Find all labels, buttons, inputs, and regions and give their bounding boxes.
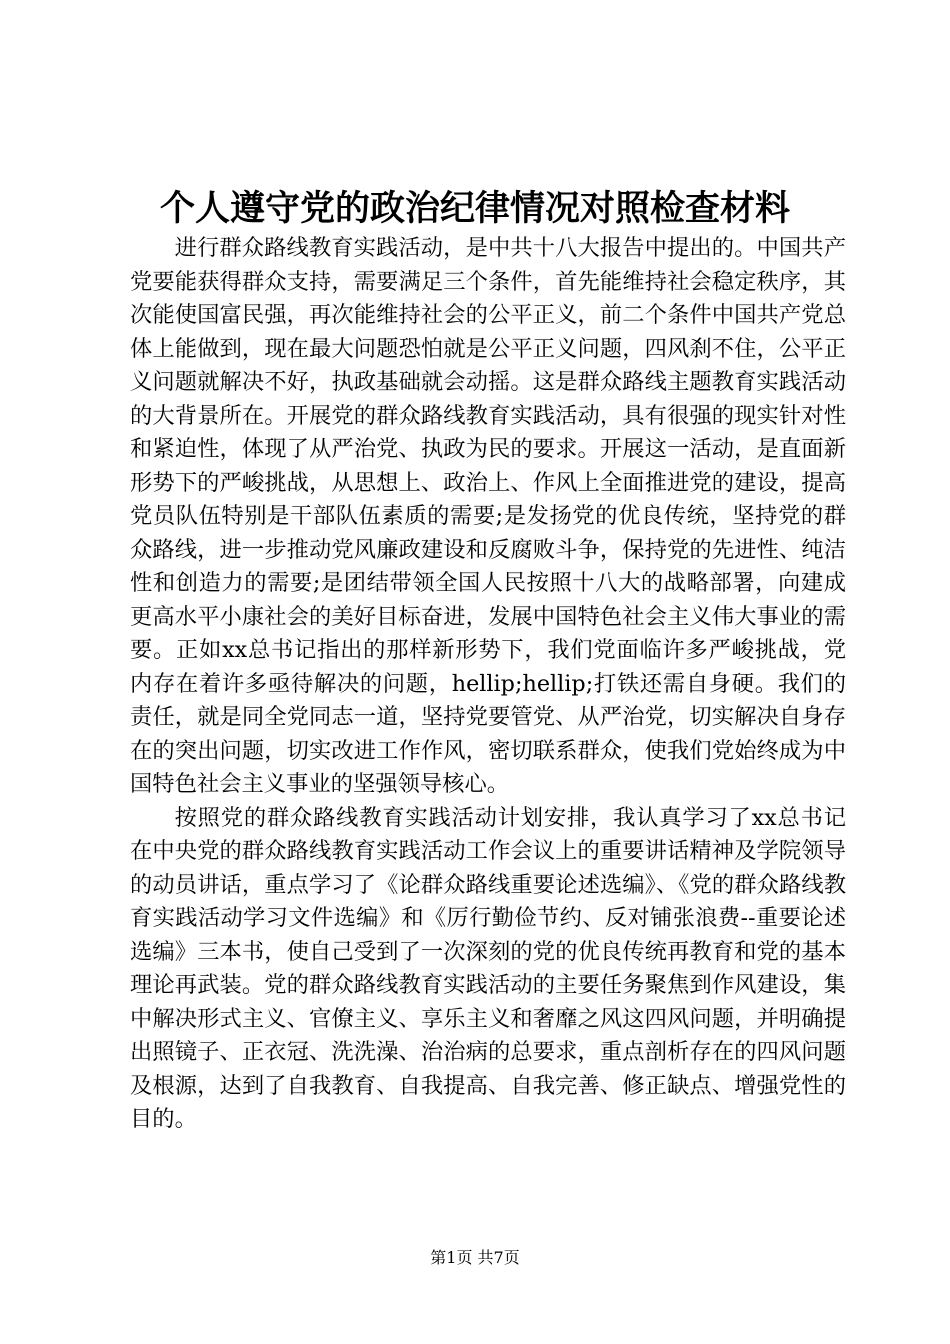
body-paragraph-2: 按照党的群众路线教育实践活动计划安排，我认真学习了xx总书记在中央党的群众路线教育实践活动工作会议上的重要讲话精神及学院领导的动员讲话，重点学习了《论群众路线重要论述选编》、《党的群众路线教育实践活动学习文件选编》和《厉行勤俭节约、反对铺张浪费--重要论述选编》三本书，使自己受到了一次深刻的党的优良传统再教育和党的基本理论再武装。党的群众路线教育实践活动的主要任务聚焦到作风建设，集中解决形式主义、官僚主义、享乐主义和奢靡之风这四风问题，并明确提出照镜子、正衣冠、洗洗澡、治治病的总要求，重点剖析存在的四风问题及根源，达到了自我教育、自我提高、自我完善、修正缺点、增强党性的目的。 bbox=[130, 804, 846, 1132]
document-body bbox=[130, 232, 846, 1137]
body-paragraph-1: 进行群众路线教育实践活动，是中共十八大报告中提出的。中国共产党要能获得群众支持，需要满足三个条件，首先能维持社会稳定秩序，其次能使国富民强，再次能维持社会的公平正义，前二个条件中国共产党总体上能做到，现在最大问题恐怕就是公平正义问题，四风刹不住，公平正义问题就解决不好，执政基础就会动摇。这是群众路线主题教育实践活动的大背景所在。开展党的群众路线教育实践活动，具有很强的现实针对性和紧迫性，体现了从严治党、执政为民的要求。开展这一活动，是直面新形势下的严峻挑战，从思想上、政治上、作风上全面推进党的建设，提高党员队伍特别是干部队伍素质的需要;是发扬党的优良传统，坚持党的群众路线，进一步推动党风廉政建设和反腐败斗争，保持党的先进性、纯洁性和创造力的需要;是团结带领全国人民按照十八大的战略部署，向建成更高水平小康社会的美好目标奋进，发展中国特色社会主义伟大事业的需要。正如xx总书记指出的那样新形势下，我们党面临许多严峻挑战，党内存在着许多亟待解决的问题，hellip;hellip;打铁还需自身硬。我们的责任，就是同全党同志一道，坚持党要管党、从严治党，切实解决自身存在的突出问题，切实改进工作作风，密切联系群众，使我们党始终成为中国特色社会主义事业的坚强领导核心。 bbox=[130, 235, 846, 797]
document-title: 个人遵守党的政治纪律情况对照检查材料 bbox=[159, 188, 790, 229]
page-number-footer: 第1页 共7页 bbox=[430, 1248, 520, 1267]
